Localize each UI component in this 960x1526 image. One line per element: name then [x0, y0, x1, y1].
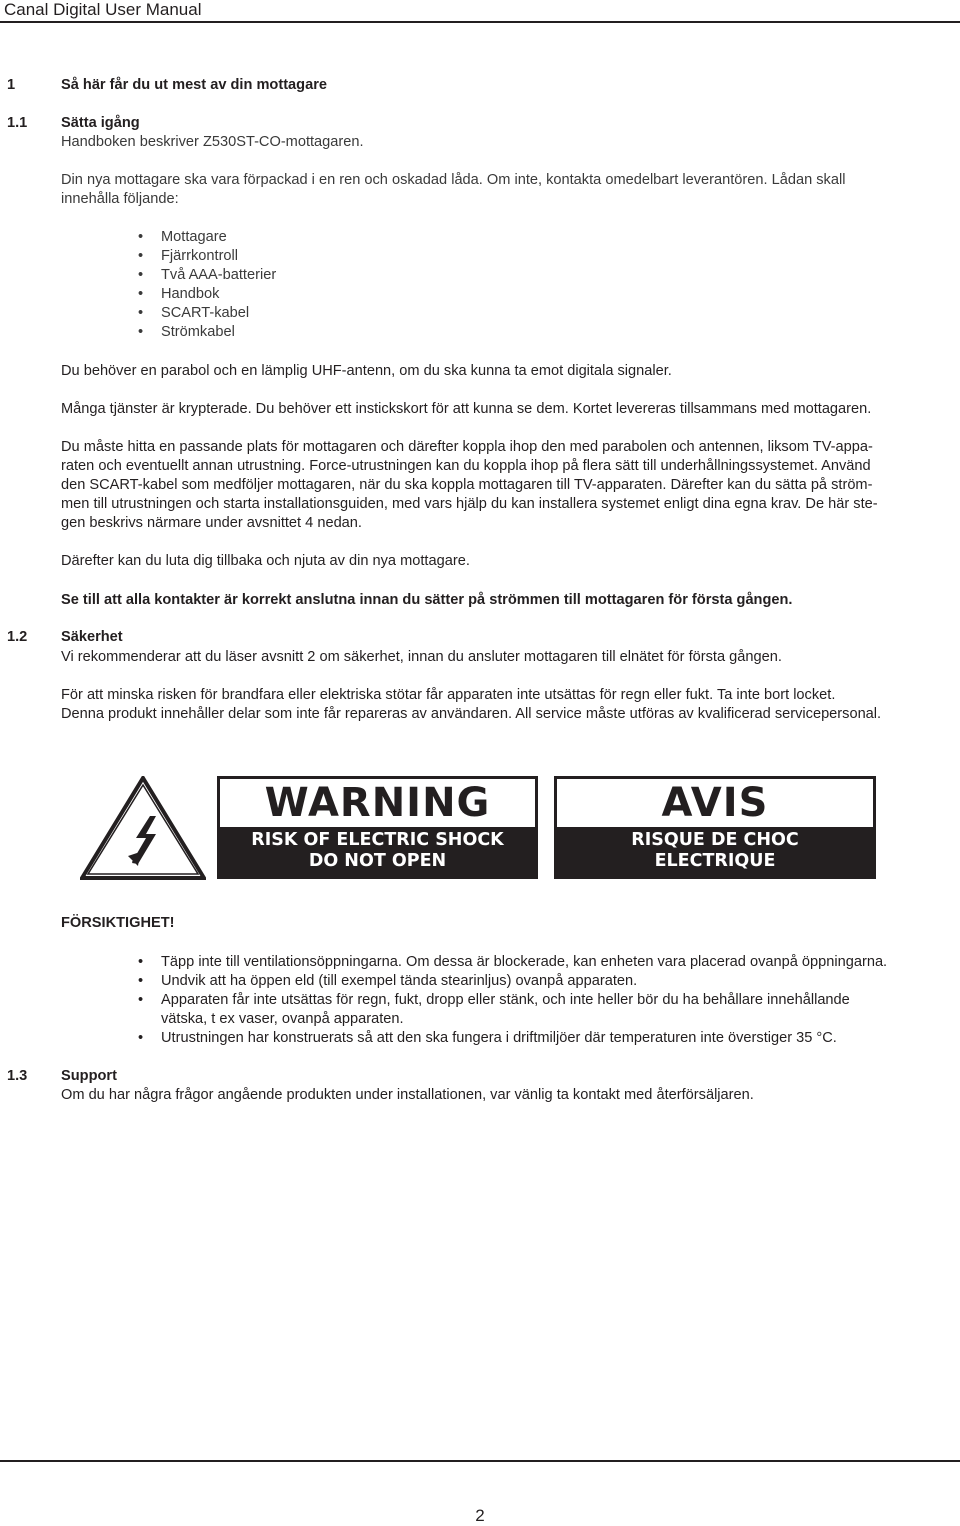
avis-label [554, 776, 876, 879]
list-item: Strömkabel [161, 324, 235, 340]
list-item: Två AAA-batterier [161, 267, 277, 283]
installation-paragraph-line: gen beskrivs närmare under avsnittet 4 nedan. [61, 515, 362, 531]
bullet-icon: • [138, 267, 144, 283]
enjoy-paragraph: Därefter kan du luta dig tillbaka och njuta av din nya mottagare. [61, 553, 470, 569]
antenna-paragraph: Du behöver en parabol och en lämplig UHF-antenn, om du ska kunna ta emot digitala signaler. [61, 363, 672, 379]
list-item: Undvik att ha öppen eld (till exempel tända stearinljus) ovanpå apparaten. [161, 973, 638, 989]
section-1-title: Så här får du ut mest av din mottagare [61, 77, 327, 93]
section-1-2-title: Säkerhet [61, 629, 123, 645]
avis-line-1: RISQUE DE CHOC [631, 830, 799, 850]
section-1-1-title: Sätta igång [61, 115, 140, 131]
caution-heading: FÖRSIKTIGHET! [61, 915, 175, 931]
list-item: Handbok [161, 286, 220, 302]
warning-title: WARNING [220, 779, 535, 827]
avis-title: AVIS [557, 779, 873, 827]
installation-paragraph-line: men till utrustningen och starta installationsguiden, med vars hjälp du kan installera systemet enligt dina egna krav. De här ste- [61, 496, 878, 512]
document-header-title: Canal Digital User Manual [4, 0, 202, 19]
bullet-icon: • [138, 286, 144, 302]
package-paragraph-line-2: innehålla följande: [61, 191, 179, 207]
bullet-icon: • [138, 992, 144, 1008]
avis-line-2: ELECTRIQUE [654, 851, 776, 871]
support-paragraph: Om du har några frågor angående produkten under installationen, var vänlig ta kontakt med återförsäljaren. [61, 1087, 754, 1103]
section-1-number: 1 [7, 77, 16, 93]
section-1-3-title: Support [61, 1068, 117, 1084]
section-1-3-number: 1.3 [7, 1068, 28, 1084]
bullet-icon: • [138, 973, 144, 989]
installation-paragraph-line: raten och eventuellt annan utrustning. Force-utrustningen kan du koppla ihop på flera sätt till underhållningssystemet. Använd [61, 458, 871, 474]
bullet-icon: • [138, 954, 144, 970]
header-divider [0, 21, 960, 23]
section-1-1-number: 1.1 [7, 115, 28, 131]
section-1-2-number: 1.2 [7, 629, 28, 645]
bullet-icon: • [138, 229, 144, 245]
package-paragraph-line-1: Din nya mottagare ska vara förpackad i en ren och oskadad låda. Om inte, kontakta omedelbart leverantören. Lådan skall [61, 172, 846, 188]
warning-label [217, 776, 538, 879]
connection-notice: Se till att alla kontakter är korrekt anslutna innan du sätter på strömmen till mottagaren för första gången. [61, 592, 793, 608]
safety-paragraph-line-1: För att minska risken för brandfara eller elektriska stötar får apparaten inte utsättas för regn eller fukt. Ta inte bort locket. [61, 687, 836, 703]
bullet-icon: • [138, 248, 144, 264]
list-item: Utrustningen har konstruerats så att den ska fungera i driftmiljöer där temperaturen inte överstiger 35 °C. [161, 1030, 837, 1046]
list-item: Apparaten får inte utsättas för regn, fukt, dropp eller stänk, och inte heller bör du ha behållare innehållande [161, 992, 850, 1008]
page-number: 2 [475, 1506, 485, 1525]
list-item: Täpp inte till ventilationsöppningarna. Om dessa är blockerade, kan enheten vara placerad ovanpå öppningarna. [161, 954, 888, 970]
list-item: SCART-kabel [161, 305, 250, 321]
warning-line-1: RISK OF ELECTRIC SHOCK [251, 830, 504, 850]
footer-divider [0, 1460, 960, 1462]
section-1-1-intro: Handboken beskriver Z530ST-CO-mottagaren. [61, 134, 364, 150]
safety-intro: Vi rekommenderar att du läser avsnitt 2 om säkerhet, innan du ansluter mottagaren till elnätet för första gången. [61, 649, 782, 665]
encryption-paragraph: Många tjänster är krypterade. Du behöver ett instickskort för att kunna se dem. Kortet levereras tillsammans med mottagaren. [61, 401, 872, 417]
list-item: Mottagare [161, 229, 227, 245]
bullet-icon: • [138, 1030, 144, 1046]
bullet-icon: • [138, 305, 144, 321]
bullet-icon: • [138, 324, 144, 340]
list-item: Fjärrkontroll [161, 248, 239, 264]
warning-line-2: DO NOT OPEN [308, 851, 447, 871]
safety-paragraph-line-2: Denna produkt innehåller delar som inte får repareras av användaren. All service måste utföras av kvalificerad servicepersonal. [61, 706, 882, 722]
installation-paragraph-line: Du måste hitta en passande plats för mottagaren och därefter koppla ihop den med parabolen och antennen, liksom TV-appa- [61, 439, 873, 455]
electric-shock-warning-icon [80, 776, 206, 880]
installation-paragraph-line: den SCART-kabel som medföljer mottagaren, när du ska koppla mottagaren till TV-apparaten. Därefter kan du sätta på ström- [61, 477, 873, 493]
list-item-continuation: vätska, t ex vaser, ovanpå apparaten. [161, 1011, 404, 1027]
